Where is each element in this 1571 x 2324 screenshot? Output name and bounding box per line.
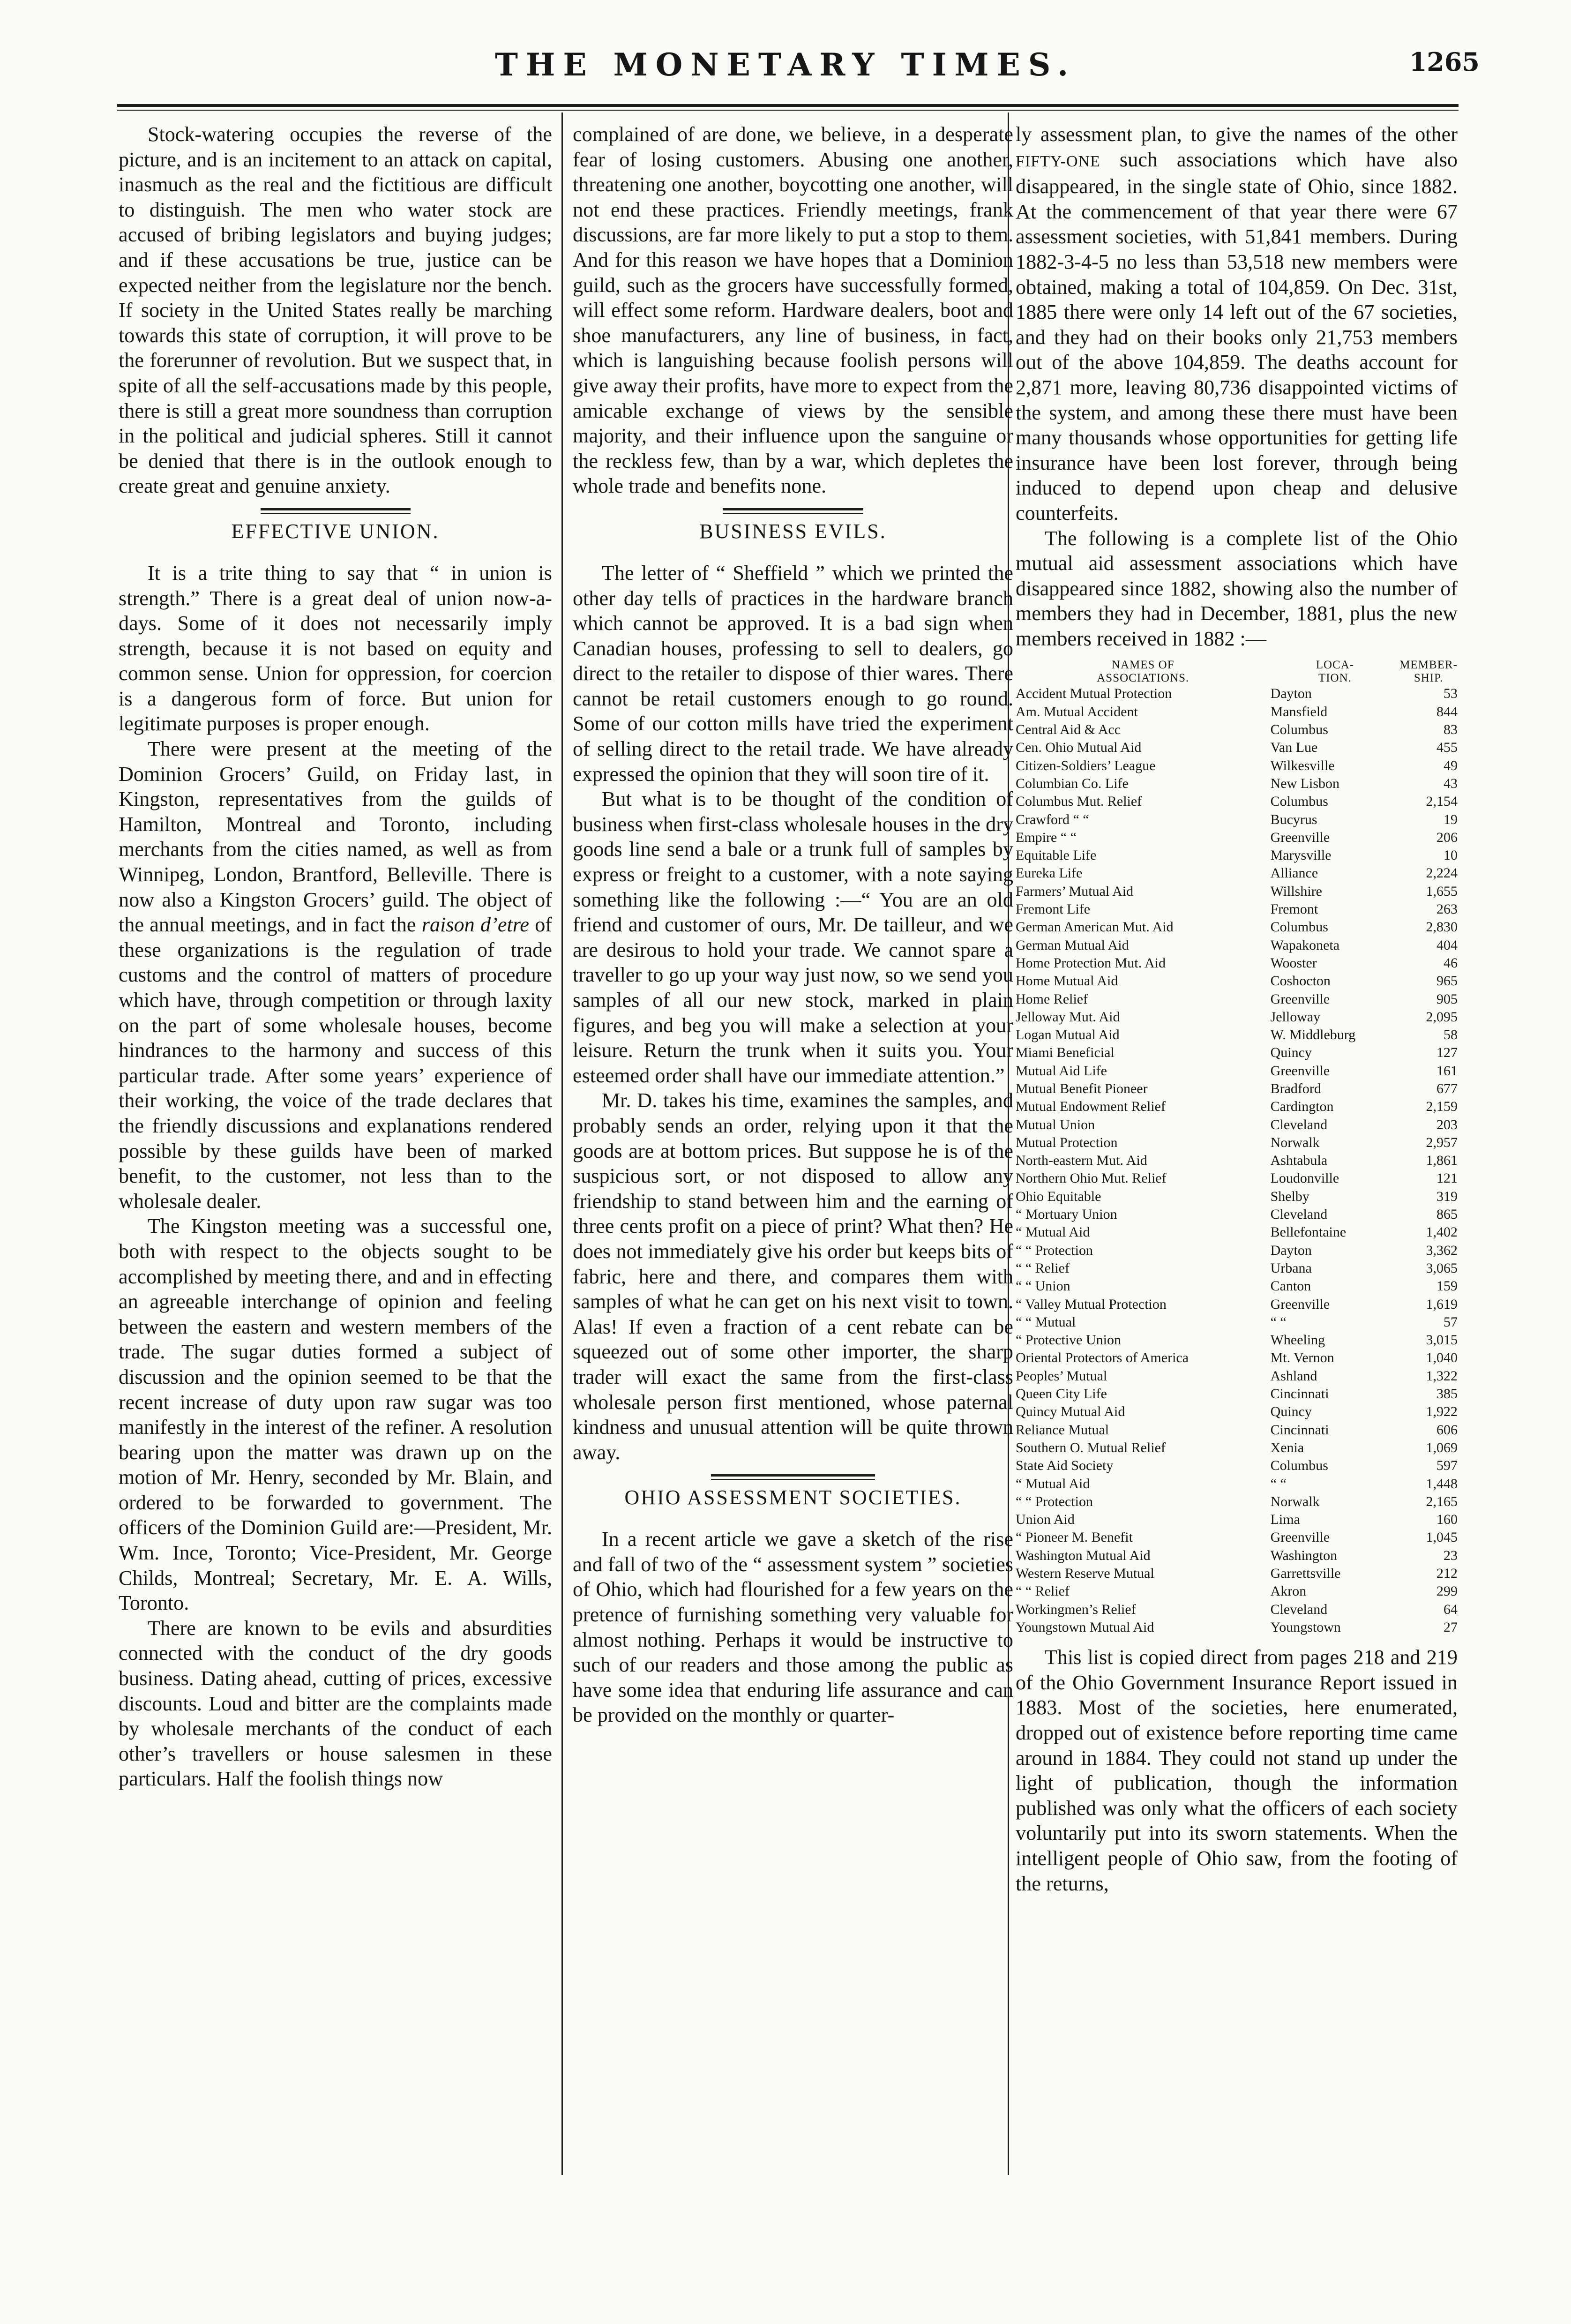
table-row xyxy=(1016,739,1458,757)
society-membership: 43 xyxy=(1444,775,1458,791)
table-row xyxy=(1016,1223,1458,1241)
society-membership: 1,040 xyxy=(1426,1350,1458,1366)
society-membership: 2,957 xyxy=(1426,1134,1458,1150)
society-membership: 2,165 xyxy=(1426,1493,1458,1509)
society-membership: 121 xyxy=(1436,1170,1458,1186)
society-location: W. Middleburg xyxy=(1270,1027,1356,1043)
section-heading-business-evils: BUSINESS EVILS. xyxy=(699,519,887,543)
society-name: Youngstown Mutual Aid xyxy=(1016,1619,1154,1635)
society-name: Mutual Union xyxy=(1016,1117,1095,1132)
society-location: Marysville xyxy=(1270,847,1332,863)
society-location: Jelloway xyxy=(1270,1009,1321,1025)
table-row xyxy=(1016,1619,1458,1636)
table-row xyxy=(1016,1349,1458,1367)
table-row xyxy=(1016,1259,1458,1277)
table-row xyxy=(1016,1296,1458,1313)
article-paragraph: complained of are done, we believe, in a desperate fear of losing customers. Abusing one another, threatening one another, boycotting one another, will not end these practices. Friendly meetings, frank discussions, are far more likely to put a stop to them. And for this reason we have hopes that a Dominion guild, such as the grocers have successfully formed, will effect some reform. Hardware dealers, boot and shoe manufacturers, any line of business, in fact, which is languishing because foolish persons will give away their profits, have more to expect from the amicable exchange of views by the sensible majority, and their influence upon the sanguine or the reckless few, than by a war, which depletes the whole trade and benefits none. xyxy=(573,123,1013,498)
table-header-membership: MEMBER- SHIP. xyxy=(1399,659,1458,685)
table-row xyxy=(1016,1403,1458,1421)
society-name: German American Mut. Aid xyxy=(1016,919,1174,935)
society-location: Columbus xyxy=(1270,794,1328,810)
society-location: Cincinnati xyxy=(1270,1422,1329,1438)
society-name: “ “ Relief xyxy=(1016,1583,1070,1599)
society-location: Columbus xyxy=(1270,722,1328,738)
society-membership: 159 xyxy=(1436,1278,1458,1294)
italic-phrase: raison d’etre xyxy=(421,913,529,937)
column-2 xyxy=(573,122,1013,2175)
table-row xyxy=(1016,1493,1458,1511)
section-heading-effective-union: EFFECTIVE UNION. xyxy=(231,519,440,543)
society-location: Quincy xyxy=(1270,1045,1312,1061)
society-membership: 46 xyxy=(1444,955,1458,971)
society-location: Bucyrus xyxy=(1270,811,1317,827)
society-membership: 203 xyxy=(1436,1117,1458,1132)
table-row xyxy=(1016,775,1458,793)
society-membership: 2,159 xyxy=(1426,1099,1458,1115)
society-membership: 2,095 xyxy=(1426,1009,1458,1025)
society-location: Bradford xyxy=(1270,1081,1321,1096)
society-location: Wapakoneta xyxy=(1270,937,1340,953)
table-row xyxy=(1016,811,1458,829)
society-location: Willshire xyxy=(1270,883,1322,899)
society-location: Columbus xyxy=(1270,1458,1328,1474)
society-location: Van Lue xyxy=(1270,740,1318,756)
society-name: Home Mutual Aid xyxy=(1016,973,1118,989)
society-name: German Mutual Aid xyxy=(1016,937,1129,953)
society-name: Am. Mutual Accident xyxy=(1016,704,1138,720)
society-membership: 1,402 xyxy=(1426,1224,1458,1240)
article-paragraph: Mr. D. takes his time, examines the samples, and probably sends an order, relying upon it that the goods are at bottom prices. But suppose he is of the suspicious sort, or not disposed to allow any friendship to stand between him and the earning of three cents profit on a piece of print? What then? He does not immediately give his order but keeps bits of fabric, here and there, and compares them with samples of what he can get on his next visit to town. Alas! If even a fraction of a cent rebate can be squeezed out of some other importer, the sharp trader will exact the same from the first-class wholesale person first mentioned, whose paternal kindness and unusual attention will be quite thrown away. xyxy=(573,1089,1013,1464)
society-membership: 1,922 xyxy=(1426,1404,1458,1420)
society-location: Shelby xyxy=(1270,1188,1309,1204)
society-location: Wheeling xyxy=(1270,1332,1325,1348)
society-membership: 10 xyxy=(1444,847,1458,863)
article-paragraph: The letter of “ Sheffield ” which we printed the other day tells of practices in the hardware branch which cannot be approved. It is a bad sign when Canadian houses, professing to sell to dealers, go direct to the retailer to dispose of thier wares. There cannot be retail customers enough to go round. Some of our cotton mills have tried the experiment of selling direct to the retail trade. We have already expressed the opinion that they will soon tire of it. xyxy=(573,561,1013,786)
table-row xyxy=(1016,1206,1458,1223)
society-membership: 2,154 xyxy=(1426,794,1458,810)
society-name: Farmers’ Mutual Aid xyxy=(1016,883,1134,899)
society-membership: 2,830 xyxy=(1426,919,1458,935)
table-row xyxy=(1016,1008,1458,1026)
society-name: Workingmen’s Relief xyxy=(1016,1601,1136,1617)
society-location: Ashtabula xyxy=(1270,1153,1328,1169)
society-location: Greenville xyxy=(1270,1529,1330,1545)
table-row xyxy=(1016,1511,1458,1529)
society-name: Home Relief xyxy=(1016,991,1088,1007)
table-row xyxy=(1016,1475,1458,1493)
article-paragraph: There are known to be evils and absurdities connected with the conduct of the dry goods business. Dating ahead, cutting of prices, excessive discounts. Loud and bitter are the complaints made by wholesale merchants of the conduct of each other’s travellers or house salesmen in these particulars. Half the foolish things now xyxy=(119,1616,552,1791)
society-membership: 64 xyxy=(1444,1601,1458,1617)
section-separator xyxy=(261,508,411,514)
society-location: Norwalk xyxy=(1270,1134,1320,1150)
header-rule-thin xyxy=(117,110,1459,111)
society-membership: 455 xyxy=(1436,740,1458,756)
society-membership: 844 xyxy=(1436,704,1458,720)
table-row xyxy=(1016,1439,1458,1457)
society-name: “ “ Mutual xyxy=(1016,1314,1076,1330)
society-name: Quincy Mutual Aid xyxy=(1016,1404,1125,1420)
table-row xyxy=(1016,883,1458,900)
society-name: “ “ Protection xyxy=(1016,1242,1093,1258)
society-membership: 319 xyxy=(1436,1188,1458,1204)
society-name: “ Mortuary Union xyxy=(1016,1207,1117,1222)
society-location: Cleveland xyxy=(1270,1601,1328,1617)
table-row xyxy=(1016,829,1458,847)
table-row xyxy=(1016,1601,1458,1619)
society-location: Dayton xyxy=(1270,686,1312,702)
society-location: Youngstown xyxy=(1270,1619,1341,1635)
column-rule-1 xyxy=(561,112,563,2175)
table-row xyxy=(1016,1188,1458,1206)
society-location: Wooster xyxy=(1270,955,1317,971)
society-location: Garrettsville xyxy=(1270,1566,1341,1582)
society-membership: 212 xyxy=(1436,1566,1458,1582)
society-name: “ “ Relief xyxy=(1016,1260,1070,1276)
society-membership: 404 xyxy=(1436,937,1458,953)
society-membership: 3,362 xyxy=(1426,1242,1458,1258)
society-location: “ “ xyxy=(1270,1476,1287,1492)
header-rule-thick xyxy=(117,104,1459,107)
society-name: Miami Beneficial xyxy=(1016,1045,1115,1061)
table-row xyxy=(1016,1529,1458,1546)
society-location: Coshocton xyxy=(1270,973,1331,989)
society-name: Western Reserve Mutual xyxy=(1016,1566,1154,1582)
society-name: Mutual Endowment Relief xyxy=(1016,1099,1166,1115)
society-name: Jelloway Mut. Aid xyxy=(1016,1009,1120,1025)
society-name: Fremont Life xyxy=(1016,901,1091,917)
society-membership: 1,045 xyxy=(1426,1529,1458,1545)
table-row xyxy=(1016,1421,1458,1439)
society-membership: 1,655 xyxy=(1426,883,1458,899)
society-membership: 299 xyxy=(1436,1583,1458,1599)
society-membership: 127 xyxy=(1436,1045,1458,1061)
society-name: “ Mutual Aid xyxy=(1016,1476,1090,1492)
society-location: Bellefontaine xyxy=(1270,1224,1347,1240)
society-membership: 965 xyxy=(1436,973,1458,989)
society-location: Cleveland xyxy=(1270,1207,1328,1222)
society-location: New Lisbon xyxy=(1270,775,1340,791)
society-membership: 1,069 xyxy=(1426,1439,1458,1455)
society-name: Cen. Ohio Mutual Aid xyxy=(1016,740,1142,756)
society-name: Crawford “ “ xyxy=(1016,811,1089,827)
society-location: Lima xyxy=(1270,1512,1300,1528)
table-header-location: LOCA- TION. xyxy=(1316,659,1354,685)
society-membership: 677 xyxy=(1436,1081,1458,1096)
societies-table xyxy=(1016,659,1458,1636)
newspaper-title: THE MONETARY TIMES. xyxy=(494,46,1077,83)
society-location: Greenville xyxy=(1270,829,1330,845)
society-location: Ashland xyxy=(1270,1368,1317,1384)
table-row xyxy=(1016,1277,1458,1295)
society-name: “ Mutual Aid xyxy=(1016,1224,1090,1240)
society-location: Greenville xyxy=(1270,991,1330,1007)
table-row xyxy=(1016,1331,1458,1349)
society-name: Queen City Life xyxy=(1016,1386,1107,1402)
society-membership: 1,322 xyxy=(1426,1368,1458,1384)
society-name: Washington Mutual Aid xyxy=(1016,1547,1151,1563)
society-location: Greenville xyxy=(1270,1063,1330,1079)
society-location: Quincy xyxy=(1270,1404,1312,1420)
article-paragraph: ly assessment plan, to give the names of the other FIFTY-ONE such associations which have also disappeared, in the single state of Ohio, since 1882. At the commencement of that year there were 67 assessment societies, with 51,841 members. During 1882-3-4-5 no less than 53,518 new members were obtained, making a total of 104,859. On Dec. 31st, 1885 there were only 14 left out of the 67 societies, and they had on their books only 21,753 members out of the above 104,859. The deaths account for 2,871 more, leaving 80,736 disappointed victims of the system, and among these there must have been many thousands whose opportunities for getting life insurance have been lost forever, through being induced to depend upon cheap and delusive counterfeits. xyxy=(1016,123,1458,525)
society-location: Canton xyxy=(1270,1278,1311,1294)
table-row xyxy=(1016,1026,1458,1044)
article-paragraph: The Kingston meeting was a successful one, both with respect to the objects sought to be accomplished by meeting there, and and in effecting an agreeable interchange of opinion and feeling between the eastern and western members of the trade. The sugar duties formed a subject of discussion and the opinion seemed to be that the recent increase of duty upon raw sugar was too manifestly in the interest of the refiner. A resolution bearing upon the matter was drawn up on the motion of Mr. Henry, seconded by Mr. Blain, and ordered to be forwarded to government. The officers of the Dominion Guild are:—President, Mr. Wm. Ince, Toronto; Vice-President, Mr. George Childs, Montreal; Secretary, Mr. E. A. Wills, Toronto. xyxy=(119,1214,552,1615)
table-row xyxy=(1016,1062,1458,1080)
page-number: 1265 xyxy=(1409,47,1480,77)
masthead xyxy=(0,0,1571,117)
article-paragraph: This list is copied direct from pages 218 and 219 of the Ohio Government Insurance Report issued in 1883. Most of the societies, here enumerated, dropped out of existence before reporting time came around in 1884. They could not stand up under the light of publication, though the information published was only what the officers of each society voluntarily put into its sworn statements. When the intelligent people of Ohio saw, from the footing of the returns, xyxy=(1016,1646,1458,1895)
society-name: Reliance Mutual xyxy=(1016,1422,1109,1438)
article-paragraph: In a recent article we gave a sketch of the rise and fall of two of the “ assessment system ” societies of Ohio, which had flourished for a few years on the pretence of furnishing something very valuable for almost nothing. Perhaps it would be instructive to such of our readers and those among the public as have some idea that enduring life assurance and can be provided on the monthly or quarter- xyxy=(573,1528,1013,1727)
society-name: North-eastern Mut. Aid xyxy=(1016,1153,1147,1169)
column-3 xyxy=(1016,122,1458,2175)
table-row xyxy=(1016,757,1458,775)
society-name: “ “ Protection xyxy=(1016,1493,1093,1509)
section-heading-ohio-assessment: OHIO ASSESSMENT SOCIETIES. xyxy=(624,1486,962,1509)
society-location: Loudonville xyxy=(1270,1170,1339,1186)
society-membership: 1,861 xyxy=(1426,1153,1458,1169)
table-row xyxy=(1016,1169,1458,1187)
society-membership: 385 xyxy=(1436,1386,1458,1402)
society-location: Dayton xyxy=(1270,1242,1312,1258)
small-caps-phrase: FIFTY-ONE xyxy=(1016,152,1100,170)
society-name: “ Protective Union xyxy=(1016,1332,1121,1348)
society-membership: 57 xyxy=(1444,1314,1458,1330)
society-name: “ “ Union xyxy=(1016,1278,1070,1294)
society-name: Home Protection Mut. Aid xyxy=(1016,955,1166,971)
society-membership: 58 xyxy=(1444,1027,1458,1043)
table-row xyxy=(1016,793,1458,810)
society-name: Oriental Protectors of America xyxy=(1016,1350,1189,1366)
society-name: “ Valley Mutual Protection xyxy=(1016,1296,1167,1312)
society-membership: 161 xyxy=(1436,1063,1458,1079)
article-paragraph: It is a trite thing to say that “ in union is strength.” There is a great deal of union now-a-days. Some of it does not necessarily imply strength, because it is not based on equity and common sense. Union for oppression, for coercion is a dangerous form of force. But union for legitimate purposes is proper enough. xyxy=(119,561,552,735)
society-membership: 1,619 xyxy=(1426,1296,1458,1312)
table-row xyxy=(1016,1080,1458,1098)
table-row xyxy=(1016,900,1458,918)
society-location: Xenia xyxy=(1270,1439,1304,1455)
table-row xyxy=(1016,1134,1458,1152)
society-location: Cardington xyxy=(1270,1099,1334,1115)
table-row xyxy=(1016,954,1458,972)
society-name: Citizen-Soldiers’ League xyxy=(1016,757,1156,773)
table-row xyxy=(1016,1385,1458,1403)
table-row xyxy=(1016,1367,1458,1385)
society-membership: 606 xyxy=(1436,1422,1458,1438)
society-location: Norwalk xyxy=(1270,1493,1320,1509)
society-membership: 3,065 xyxy=(1426,1260,1458,1276)
society-membership: 865 xyxy=(1436,1207,1458,1222)
table-row xyxy=(1016,1313,1458,1331)
table-row xyxy=(1016,721,1458,739)
society-membership: 206 xyxy=(1436,829,1458,845)
society-name: Equitable Life xyxy=(1016,847,1097,863)
society-location: Cleveland xyxy=(1270,1117,1328,1132)
society-location: Washington xyxy=(1270,1547,1338,1563)
table-row xyxy=(1016,685,1458,703)
table-row xyxy=(1016,1044,1458,1062)
table-row xyxy=(1016,1116,1458,1134)
society-location: Greenville xyxy=(1270,1296,1330,1312)
society-name: Union Aid xyxy=(1016,1512,1075,1528)
table-row xyxy=(1016,990,1458,1008)
society-location: Wilkesville xyxy=(1270,757,1335,773)
society-membership: 27 xyxy=(1444,1619,1458,1635)
table-row xyxy=(1016,1152,1458,1169)
society-membership: 905 xyxy=(1436,991,1458,1007)
society-membership: 49 xyxy=(1444,757,1458,773)
society-name: Northern Ohio Mut. Relief xyxy=(1016,1170,1167,1186)
society-membership: 83 xyxy=(1444,722,1458,738)
table-row xyxy=(1016,1582,1458,1600)
table-row xyxy=(1016,1457,1458,1475)
society-location: Columbus xyxy=(1270,919,1328,935)
society-membership: 160 xyxy=(1436,1512,1458,1528)
society-name: “ Pioneer M. Benefit xyxy=(1016,1529,1133,1545)
table-row xyxy=(1016,1242,1458,1259)
society-name: Central Aid & Acc xyxy=(1016,722,1121,738)
society-name: Columbus Mut. Relief xyxy=(1016,794,1142,810)
society-name: Mutual Protection xyxy=(1016,1134,1118,1150)
society-location: Fremont xyxy=(1270,901,1318,917)
society-membership: 23 xyxy=(1444,1547,1458,1563)
society-location: Mt. Vernon xyxy=(1270,1350,1334,1366)
society-location: Akron xyxy=(1270,1583,1307,1599)
table-row xyxy=(1016,972,1458,990)
society-name: Eureka Life xyxy=(1016,865,1083,881)
society-membership: 3,015 xyxy=(1426,1332,1458,1348)
section-separator xyxy=(723,508,863,514)
society-name: State Aid Society xyxy=(1016,1458,1114,1474)
society-membership: 53 xyxy=(1444,686,1458,702)
society-name: Ohio Equitable xyxy=(1016,1188,1101,1204)
society-membership: 263 xyxy=(1436,901,1458,917)
table-row xyxy=(1016,918,1458,936)
society-location: “ “ xyxy=(1270,1314,1287,1330)
table-row xyxy=(1016,703,1458,721)
society-name: Empire “ “ xyxy=(1016,829,1077,845)
society-name: Peoples’ Mutual xyxy=(1016,1368,1107,1384)
article-paragraph: Stock-watering occupies the reverse of the picture, and is an incitement to an attack on capital, inasmuch as the real and the fictitious are difficult to distinguish. The men who water stock are accused of bribing legislators and buying judges; and if these accusations be true, justice can be expected neither from the legislature nor the bench. If society in the United States really be marching towards this state of corruption, it will prove to be the forerunner of revolution. But we suspect that, in spite of all the self-accusations made by this people, there is still a great more soundness than corruption in the political and judicial spheres. Still it cannot be denied that there is in the outlook enough to create great and genuine anxiety. xyxy=(119,123,552,498)
society-membership: 2,224 xyxy=(1426,865,1458,881)
article-paragraph: The following is a complete list of the Ohio mutual aid assessment associations which have disappeared since 1882, showing also the number of members they had in December, 1881, plus the new members received in 1882 :— xyxy=(1016,526,1458,650)
society-name: Southern O. Mutual Relief xyxy=(1016,1439,1166,1455)
society-name: Columbian Co. Life xyxy=(1016,775,1129,791)
society-location: Mansfield xyxy=(1270,704,1328,720)
society-membership: 19 xyxy=(1444,811,1458,827)
column-1 xyxy=(119,122,552,2175)
table-row xyxy=(1016,1565,1458,1582)
society-location: Cincinnati xyxy=(1270,1386,1329,1402)
table-row xyxy=(1016,847,1458,864)
article-paragraph: There were present at the meeting of the Dominion Grocers’ Guild, on Friday last, in Kingston, representatives from the guilds of Hamilton, Montreal and Toronto, including merchants from the cities named, as well as from Winnipeg, London, Brantford, Belleville. There is now also a Kingston Grocers’ guild. The object of the annual meetings, and in fact the raison d’etre of these organizations is the regulation of trade customs and the control of matters of procedure which have, through competition or through laxity on the part of some wholesale houses, become hindrances to the harmony and success of this particular trade. After some years’ experience of their working, the voice of the trade declares that the friendly discussions and explanations rendered possible by these guilds have been of marked benefit, to the customer, not less than to the wholesale dealer. xyxy=(119,737,552,1213)
table-row xyxy=(1016,1098,1458,1116)
table-header-names: NAMES OF ASSOCIATIONS. xyxy=(1097,659,1189,685)
society-membership: 1,448 xyxy=(1426,1476,1458,1492)
society-name: Mutual Benefit Pioneer xyxy=(1016,1081,1148,1096)
section-separator xyxy=(711,1474,875,1480)
society-name: Mutual Aid Life xyxy=(1016,1063,1107,1079)
table-row xyxy=(1016,864,1458,882)
society-location: Alliance xyxy=(1270,865,1318,881)
society-location: Urbana xyxy=(1270,1260,1312,1276)
society-name: Logan Mutual Aid xyxy=(1016,1027,1120,1043)
article-paragraph: But what is to be thought of the condition of business when first-class wholesale houses in the dry goods line send a bale or a trunk full of samples by express or freight to a customer, with a note saying something like the following :—“ You are an old friend and customer of ours, Mr. De tailleur, and we are desirous to hold your trade. We cannot spare a traveller to go up your way just now, so we send you samples of all our new stock, marked in plain figures, and beg you will make a selection at your leisure. Return the trunk when it suits you. Your esteemed order shall have our immediate attention.” xyxy=(573,787,1013,1087)
society-name: Accident Mutual Protection xyxy=(1016,686,1172,702)
table-row xyxy=(1016,1547,1458,1565)
society-membership: 597 xyxy=(1436,1458,1458,1474)
table-row xyxy=(1016,937,1458,954)
